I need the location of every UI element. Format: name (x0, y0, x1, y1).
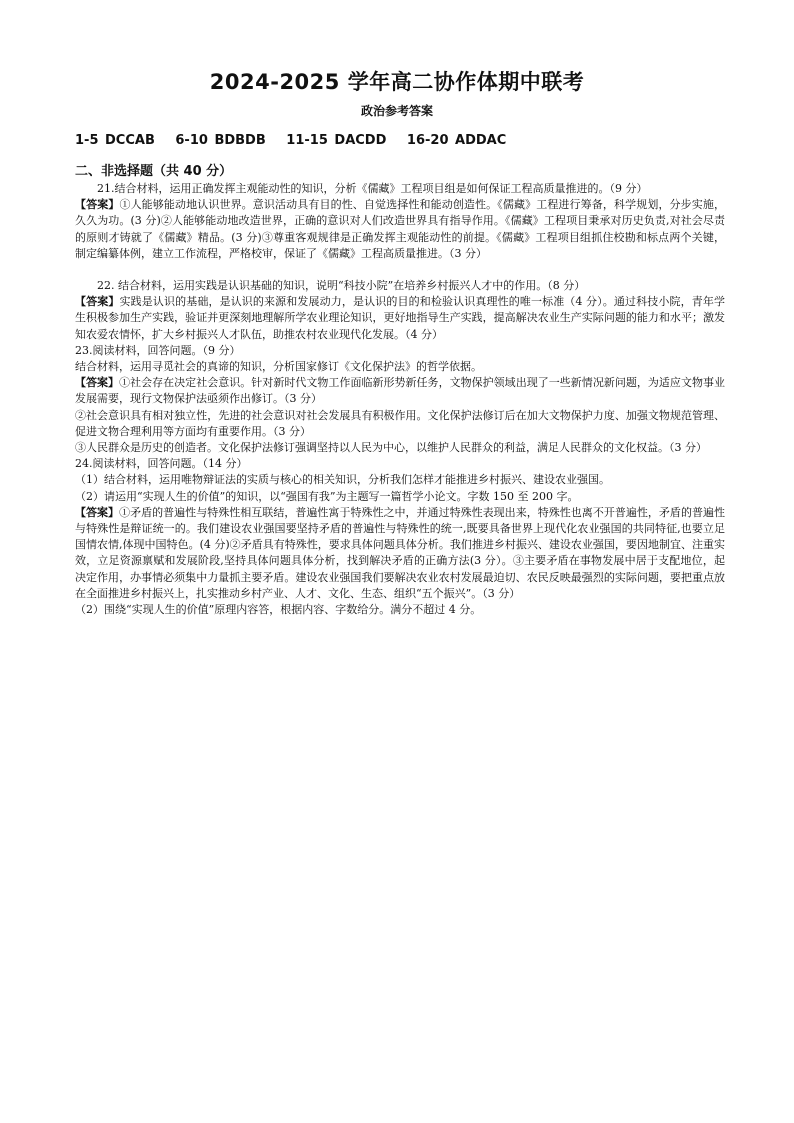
question-22: 22. 结合材料，运用实践是认识基础的知识，说明“科技小院”在培养乡村振兴人才中的作用。（8 分） (97, 279, 586, 293)
question-23-sub: 结合材料，运用寻觅社会的真谛的知识，分析国家修订《文化保护法》的哲学依据。 (75, 360, 482, 374)
mc-answer-group: 11-15 DACDD (286, 133, 387, 148)
section-title: 二、非选择题（共 40 分） (75, 164, 233, 179)
mc-answer-group: 16-20 ADDAC (406, 133, 507, 148)
answer-21-text: ①人能够能动地认识世界。意识活动具有目的性、自觉选择性和能动创造性。《儒藏》工程进行筹备，科学规划，分步实施，久久为功。(3 分)②人能够能动地改造世界，正确的意识对人们改造世界具有指导作用。《儒藏》工程项目秉承对历史负责,对社会尽责的原则才铸就了《儒藏》精品。(3 分)③尊重客观规律是正确发挥主观能动性的前提。《儒藏》工程项目组抓住校勘和标点两个关键，制定编纂体例，建立工作流程，严格校审，保证了《儒藏》工程高质量推进。（3 分） (75, 198, 726, 260)
answer-22 (75, 294, 725, 343)
page-title: 2024-2025 学年高二协作体期中联考 (209, 70, 585, 94)
question-21: 21.结合材料，运用正确发挥主观能动性的知识，分析《儒藏》工程项目组是如何保证工程高质量推进的。（9 分） (97, 182, 648, 195)
answer-23 (75, 375, 725, 407)
mc-answer-group: 1-5 DCCAB (75, 133, 155, 148)
answer-tag: 【答案】 (75, 198, 120, 212)
answer-tag: 【答案】 (75, 376, 120, 390)
answer-body (75, 163, 725, 618)
page-subtitle: 政治参考答案 (360, 104, 433, 118)
mc-answer-group: 6-10 BDBDB (175, 133, 266, 148)
answer-24-part-2: （2）围绕“实现人生的价值”原理内容答，根据内容、字数给分。满分不超过 4 分。 (75, 603, 482, 617)
answer-22-text: 实践是认识的基础，是认识的来源和发展动力，是认识的目的和检验认识真理性的唯一标准（4 分）。通过科技小院，青年学生积极参加生产实践，验证并更深刻地理解所学农业理论知识，更好地指导生产实践，提高解决农业生产实际问题的能力和水平；激发知农爱农情怀，扩大乡村振兴人才队伍，助推农村农业现代化发展。（4 分） (75, 295, 725, 341)
answer-23-text-3: ③人民群众是历史的创造者。文化保护法修订强调坚持以人民为中心，以维护人民群众的利益，满足人民群众的文化权益。（3 分） (75, 441, 707, 455)
answer-24-text: ①矛盾的普遍性与特殊性相互联结，普遍性寓于特殊性之中，并通过特殊性表现出来，特殊性也离不开普遍性，矛盾的普遍性与特殊性是辩证统一的。我们建设农业强国要坚持矛盾的普遍性与特殊性的统一,既要具备世界上现代化农业强国的共同特征,也要立足国情农情,体现中国特色。(4 分)②矛盾具有特殊性，要求具体问题具体分析。我们推进乡村振兴、建设农业强国，要因地制宜、注重实效，立足资源禀赋和发展阶段,坚持具体问题具体分析，找到解决矛盾的正确方法(3 分）。③主要矛盾在事物发展中居于支配地位，起决定作用，办事情必须集中力量抓主要矛盾。建设农业强国我们要解决农业农村发展最迫切、农民反映最强烈的实际问题，要把重点放在全面推进乡村振兴上，扎实推动乡村产业、人才、文化、生态、组织“五个振兴”。（3 分） (75, 505, 726, 600)
answer-tag: 【答案】 (75, 505, 120, 519)
question-24-sub-1: （1）结合材料，运用唯物辩证法的实质与核心的相关知识，分析我们怎样才能推进乡村振兴、建设农业强国。 (75, 473, 610, 487)
answer-23-text-1: ①社会存在决定社会意识。针对新时代文物工作面临新形势新任务，文物保护领域出现了一些新情况新问题，为适应文物事业发展需要，现行文物保护法亟须作出修订。（3 分） (75, 376, 726, 406)
answer-21 (75, 197, 725, 262)
question-24: 24.阅读材料，回答问题。（14 分） (75, 457, 248, 471)
question-23: 23.阅读材料，回答问题。（9 分） (75, 343, 241, 357)
answer-23-text-2: ②社会意识具有相对独立性，先进的社会意识对社会发展具有积极作用。文化保护法修订后在加大文物保护力度、加强文物规范管理、促进文物合理利用等方面均有重要作用。（3 分） (75, 408, 725, 438)
answer-tag: 【答案】 (75, 295, 120, 309)
multiple-choice-answers (75, 133, 520, 148)
spacer (75, 262, 725, 278)
answer-24 (75, 505, 725, 602)
question-24-sub-2: （2）请运用“实现人生的价值”的知识，以“强国有我”为主题写一篇哲学小论文。字数 150 至 200 字。 (75, 489, 579, 503)
